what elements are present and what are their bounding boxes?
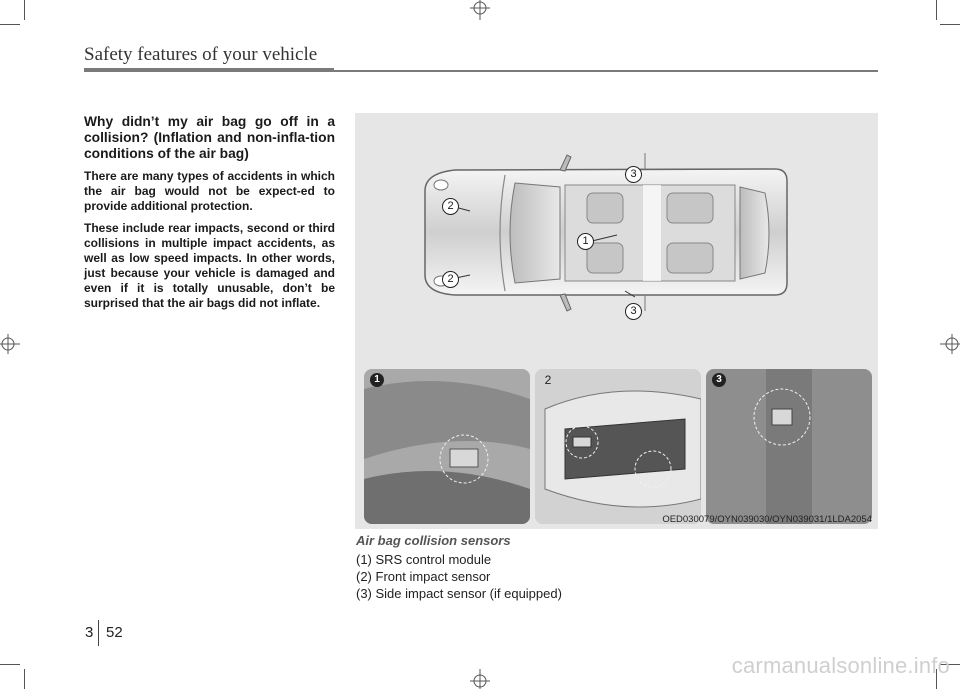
site-watermark: carmanualsonline.info xyxy=(731,653,950,678)
body-paragraph: There are many types of accidents in which the air bag would not be expect-ed to provide additional protection. xyxy=(84,169,335,213)
registration-mark-right xyxy=(940,334,960,354)
header-rule-thin xyxy=(334,70,878,72)
registration-mark-left xyxy=(0,334,20,354)
callout-side-sensor xyxy=(625,303,642,320)
figure-code: OED030079/OYN039030/OYN039031/1LDA2054 xyxy=(662,514,872,525)
caption-item: (2) Front impact sensor xyxy=(356,569,491,584)
car-top-view-illustration xyxy=(355,113,878,363)
section-heading: Why didn’t my air bag go off in a collision? (Inflation and non-infla-tion conditions of the air bag) xyxy=(84,114,335,161)
caption-title: Air bag collision sensors xyxy=(356,533,511,548)
section-header-title: Safety features of your vehicle xyxy=(84,44,318,65)
page-number: 52 xyxy=(106,624,123,641)
chapter-number: 3 xyxy=(85,624,94,641)
callout-number: 2 xyxy=(447,200,454,212)
inset-number-badge: 2 xyxy=(544,373,552,387)
callout-number: 2 xyxy=(447,273,454,285)
callout-number: 3 xyxy=(630,168,637,180)
inset-illustration xyxy=(706,369,872,524)
crop-mark xyxy=(940,24,960,25)
inset-front-sensor xyxy=(535,369,701,524)
inset-number-badge: 1 xyxy=(370,373,384,387)
figure-caption xyxy=(356,533,562,602)
caption-item: (1) SRS control module xyxy=(356,552,492,567)
registration-mark-bottom xyxy=(470,669,490,689)
callout-number: 1 xyxy=(582,235,589,247)
header-rule xyxy=(84,68,334,72)
crop-mark xyxy=(936,0,937,20)
crop-mark xyxy=(0,24,20,25)
inset-number-badge: 3 xyxy=(712,373,726,387)
callout-front-sensor xyxy=(442,271,459,288)
caption-item: (3) Side impact sensor (if equipped) xyxy=(356,586,562,601)
crop-mark xyxy=(24,0,25,20)
callout-side-sensor xyxy=(625,166,642,183)
body-paragraph: These include rear impacts, second or third collisions in multiple impact accidents, as well as low speed impacts. In other words, just because your vehicle is damaged and even if it is totally unusable, don’t be surprised that the air bags did not inflate. xyxy=(84,221,335,310)
crop-mark xyxy=(0,664,20,665)
page-number-divider xyxy=(98,620,99,646)
callout-number: 3 xyxy=(630,305,637,317)
inset-srs-module xyxy=(364,369,530,524)
body-text-column xyxy=(84,114,335,318)
inset-illustration xyxy=(364,369,530,524)
registration-mark-top xyxy=(470,0,490,20)
callout-front-sensor xyxy=(442,198,459,215)
airbag-sensor-figure xyxy=(355,113,878,529)
inset-side-sensor xyxy=(706,369,872,524)
callout-control-module xyxy=(577,233,594,250)
inset-illustration xyxy=(535,369,701,524)
crop-mark xyxy=(24,669,25,689)
